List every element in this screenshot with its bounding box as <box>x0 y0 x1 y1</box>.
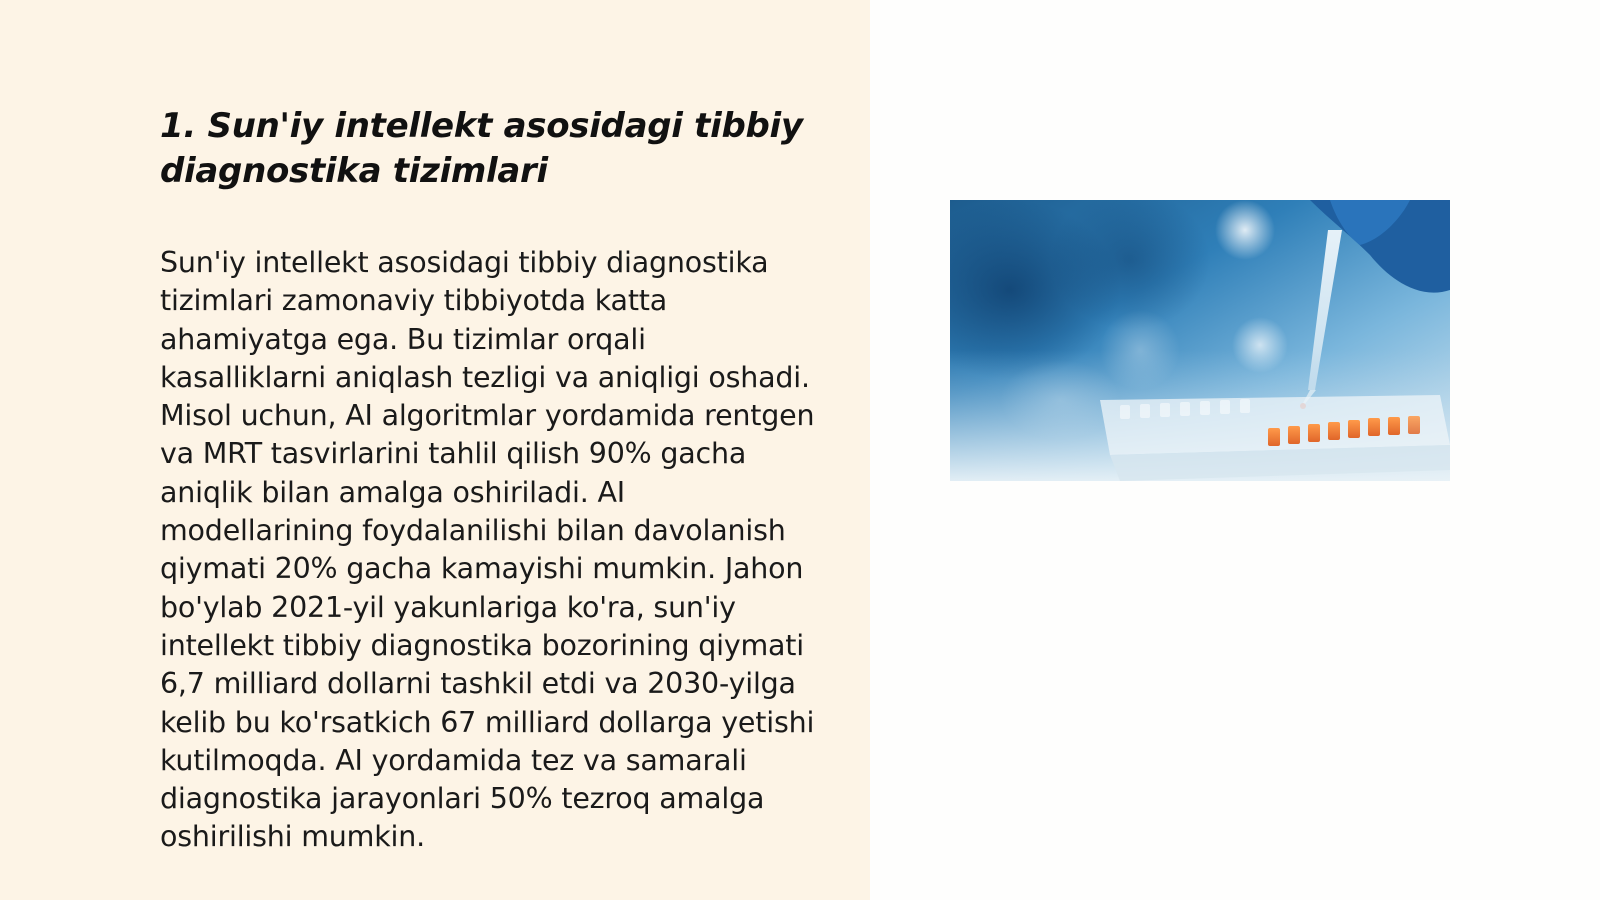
slide-title: 1. Sun'iy intellekt asosidagi tibbiy diagnostika tizimlari <box>160 106 803 191</box>
lab-pipette-photo <box>950 200 1450 481</box>
slide-body-text: Sun'iy intellekt asosidagi tibbiy diagnostika tizimlari zamonaviy tibbiyotda katta ahamiyatga ega. Bu tizimlar orqali kasalliklarni aniqlash tezligi va aniqligi oshadi. Misol uchun, AI algoritmlar yordamida rentgen va MRT tasvirlarini tahlil qilish 90% gacha aniqlik bilan amalga oshiriladi. AI modellarining foydalanilishi bilan davolanish qiymati 20% gacha kamayishi mumkin. Jahon bo'ylab 2021-yil yakunlariga ko'ra, sun'iy intellekt tibbiy diagnostika bozorining qiymati 6,7 milliard dollarni tashkil etdi va 2030-yilga kelib bu ko'rsatkich 67 milliard dollarga yetishi kutilmoqda. AI yordamida tez va samarali diagnostika jarayonlari 50% tezroq amalga oshirilishi mumkin. <box>160 246 815 854</box>
